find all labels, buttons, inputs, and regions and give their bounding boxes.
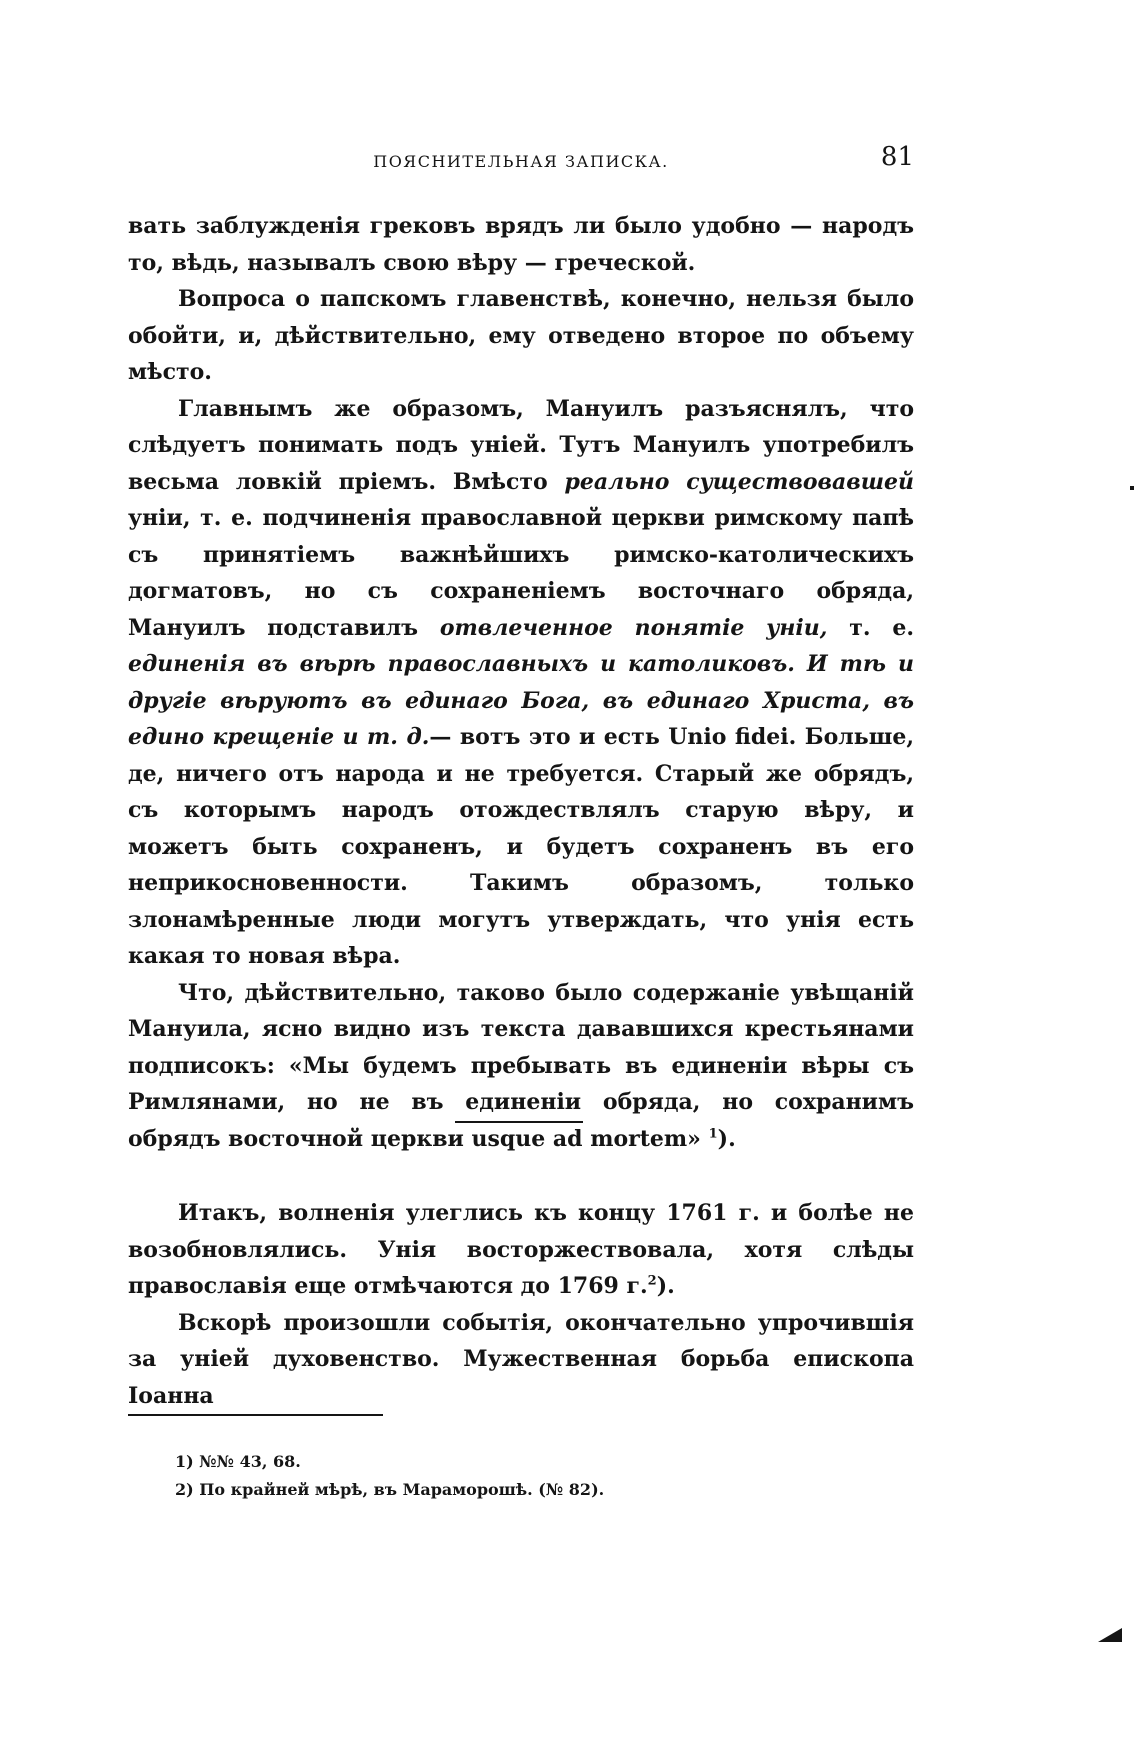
main-text-block bbox=[128, 208, 914, 1157]
footnotes bbox=[175, 1448, 604, 1504]
paragraph-3 bbox=[128, 391, 914, 975]
footnote-ref-2: 2 bbox=[647, 1273, 657, 1289]
paragraph-4-text: Что, дѣйствительно, таково было содержаніе увѣщаній Мануила, ясно видно изъ текста дававшихся крестьянами подписокъ: «Мы будемъ пребывать въ единеніи вѣры съ Римлянами, но не въ единеніи обряда, но сохранимъ обрядъ восточной церкви usque ad mortem» bbox=[128, 979, 914, 1152]
paragraph-3-text-2: уніи, т. е. подчиненія православной церкви римскому папѣ съ принятіемъ важнѣйшихъ римско-католическихъ догматовъ, но съ сохраненіемъ восточнаго обряда, Мануилъ подставилъ bbox=[128, 505, 914, 641]
running-head bbox=[128, 142, 914, 182]
footnote-ref-1: 1 bbox=[708, 1126, 718, 1142]
paragraph-2: Вопроса о папскомъ главенствѣ, конечно, нельзя было обойти, и, дѣйствительно, ему отведено второе по объему мѣсто. bbox=[128, 286, 914, 385]
paragraph-4-end: ). bbox=[717, 1125, 736, 1152]
scan-speck bbox=[1130, 486, 1134, 490]
second-text-block bbox=[128, 1195, 914, 1414]
paragraph-3-italic-2: отвлеченное понятіе уніи, bbox=[439, 614, 828, 641]
paragraph-3-italic-1: реально существовавшей bbox=[564, 468, 914, 495]
section-divider bbox=[455, 1121, 583, 1123]
paragraph-3-italic-3: единенія въ вѣрѣ православныхъ и католиковъ. И тѣ и другіе вѣруютъ въ единаго Бога, въ единаго Христа, въ едино крещеніе и т. д. bbox=[128, 651, 914, 750]
paragraph-5-text: Итакъ, волненія улеглись къ концу 1761 г. и болѣе не возобновлялись. Унія восторжествовала, хотя слѣды православія еще отмѣчаются до 1769 г. bbox=[128, 1200, 914, 1299]
footnote-2: 2) По крайней мѣрѣ, въ Мараморошѣ. (№ 82). bbox=[175, 1480, 605, 1499]
page-number: 81 bbox=[880, 142, 914, 172]
footnote-1: 1) №№ 43, 68. bbox=[175, 1452, 301, 1471]
paragraph-5-end: ). bbox=[656, 1273, 675, 1299]
footnote-divider bbox=[128, 1414, 383, 1416]
paragraph-3-text-4: — вотъ это и есть Unio fidei. Больше, де, ничего отъ народа и не требуется. Старый же обрядъ, съ которымъ народъ отождествлялъ старую вѣру, и можетъ быть сохраненъ, и будетъ сохраненъ въ его неприкосновенности. Такимъ образомъ, только злонамѣренные люди могутъ утверждать, что унія есть какая то новая вѣра. bbox=[128, 724, 914, 969]
paragraph-6: Вскорѣ произошли событія, окончательно упрочившія за уніей духовенство. Мужественная борьба епископа Іоанна bbox=[128, 1309, 914, 1409]
paragraph-4 bbox=[128, 975, 914, 1158]
paragraph-3-text-3: т. е. bbox=[849, 614, 914, 641]
running-title: ПОЯСНИТЕЛЬНАЯ ЗАПИСКА. bbox=[373, 152, 669, 171]
scan-edge-mark bbox=[1098, 1628, 1122, 1642]
paragraph-5 bbox=[128, 1195, 914, 1305]
paragraph-1: вать заблужденія грековъ врядъ ли было удобно — народъ то, вѣдь, называлъ свою вѣру — греческой. bbox=[128, 213, 914, 276]
paragraph-3-text-1: Главнымъ же образомъ, Мануилъ разъяснялъ, что слѣдуетъ понимать подъ уніей. Тутъ Мануилъ употребилъ весьма ловкій пріемъ. Вмѣсто bbox=[128, 395, 914, 495]
